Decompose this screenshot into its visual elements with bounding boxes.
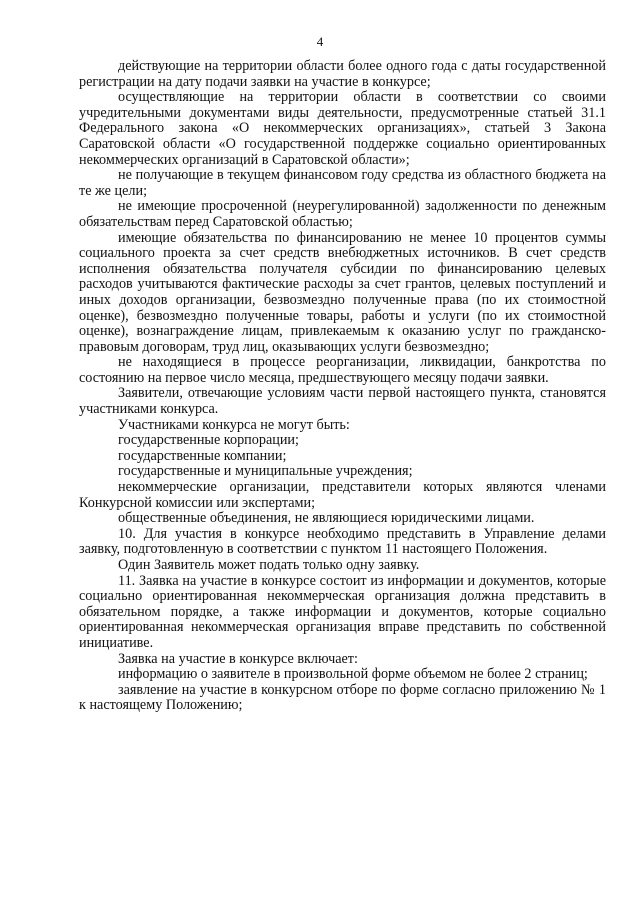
paragraph-15: Один Заявитель может подать только одну заявку. (118, 557, 420, 573)
paragraph-8: Участниками конкурса не могут быть: (118, 416, 350, 433)
paragraph-16: 11. Заявка на участие в конкурсе состоит из информации и документов, которые социально ориентированная некоммерческая организация должна представить в обязательном порядке, а также информации и документов, которые социально ориентированная некоммерческая организация вправе представить по собственной инициативе. (79, 572, 606, 651)
paragraph-18: информацию о заявителе в произвольной форме объемом не более 2 страниц; (118, 666, 588, 683)
paragraph-4: не имеющие просроченной (неурегулированной) задолженности по денежным обязательствам перед Саратовской областью; (79, 198, 606, 230)
paragraph-2: осуществляющие на территории области в соответствии со своими учредительными документами виды деятельности, предусмотренные статьей 31.1 Федерального закона «О некоммерческих организациях», статьей 3 Закона Саратовской области «О государственной поддержке социально ориентированных некоммерческих организаций в Саратовской области»; (79, 89, 606, 168)
paragraph-3: не получающие в текущем финансовом году средства из областного бюджета на те же цели; (79, 167, 606, 199)
paragraph-9: государственные корпорации; (118, 432, 299, 449)
paragraph-11: государственные и муниципальные учреждения; (118, 463, 413, 480)
paragraph-5: имеющие обязательства по финансированию не менее 10 процентов суммы социального проекта за счет средств внебюджетных источников. В счет средств исполнения обязательства получателя субсидии по финансированию целевых расходов учитываются фактические расходы за счет грантов, целевых поступлений и иных доходов организации, безвозмездно полученные права (по их стоимостной оценке), безвозмездно полученные товары, работы и услуги (по их стоимостной оценке), вознаграждение лицам, привлекаемым к оказанию услуг по гражданско-правовым договорам, труд лиц, оказывающих услуги безвозмездно; (79, 229, 606, 355)
document-body (79, 59, 606, 714)
paragraph-10: государственные компании; (118, 447, 287, 464)
paragraph-13: общественные объединения, не являющиеся юридическими лицами. (118, 510, 535, 527)
paragraph-17: Заявка на участие в конкурсе включает: (118, 650, 358, 667)
paragraph-12: некоммерческие организации, представители которых являются членами Конкурсной комиссии или экспертами; (79, 479, 606, 511)
paragraph-19: заявление на участие в конкурсном отборе по форме согласно приложению № 1 к настоящему Положению; (79, 681, 606, 714)
paragraph-6: не находящиеся в процессе реорганизации, ликвидации, банкротства по состоянию на первое число месяца, предшествующего месяцу подачи заявки. (79, 354, 606, 386)
paragraph-1: действующие на территории области более одного года с даты государственной регистрации на дату подачи заявки на участие в конкурсе; (79, 58, 606, 90)
page-number: 4 (316, 34, 324, 49)
paragraph-7: Заявители, отвечающие условиям части первой настоящего пункта, становятся участниками конкурса. (79, 385, 606, 418)
paragraph-14: 10. Для участия в конкурсе необходимо представить в Управление делами заявку, подготовленную в соответствии с пунктом 11 настоящего Положения. (79, 525, 606, 558)
